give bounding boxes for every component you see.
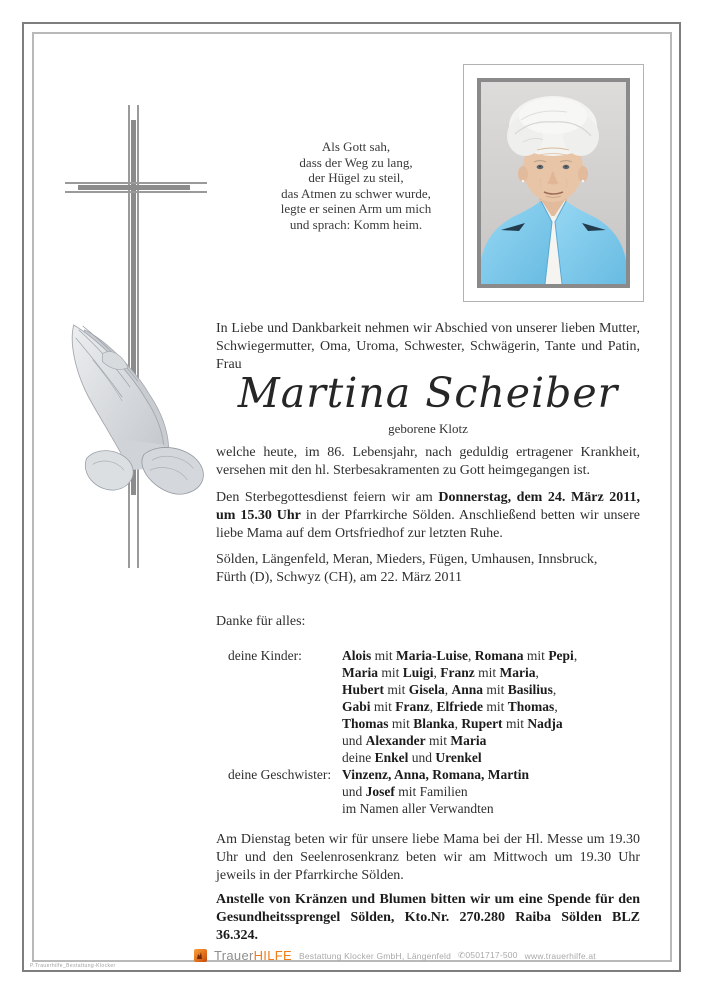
cross-horizontal-line (65, 182, 207, 184)
siblings-lines (342, 766, 640, 817)
poem-line: dass der Weg zu lang, (299, 154, 413, 170)
family-line: und Josef mit Familien (342, 784, 468, 799)
portrait-photo-frame (463, 64, 644, 302)
phone-icon: ✆ (458, 950, 466, 960)
trauerhilfe-logo-icon (194, 949, 207, 962)
family-line: Alois mit Maria-Luise, Romana mit Pepi, (342, 648, 578, 663)
family-line: und Alexander mit Maria (342, 733, 487, 748)
intro-text: In Liebe und Dankbarkeit nehmen wir Abschied von unserer lieben Mutter, Schwiegermutter, Oma, Uroma, Schwester, Schwägerin, Tante und Patin, Frau (216, 321, 640, 372)
family-line: im Namen aller Verwandten (342, 801, 494, 816)
poem-line: und sprach: Komm heim. (289, 216, 423, 232)
brand-suffix: HILFE (253, 948, 292, 963)
poem-line: Als Gott sah, (321, 139, 391, 154)
footer (194, 948, 596, 963)
children-lines (342, 647, 640, 766)
thanks-text: Danke für alles: (216, 614, 306, 629)
deceased-name: Martina Scheiber (237, 369, 619, 417)
poem-line: legte er seinen Arm um mich (280, 201, 432, 216)
cross-horizontal-bar (78, 185, 190, 190)
poem-line: der Hügel zu steil, (308, 170, 404, 185)
places-line: Sölden, Längenfeld, Meran, Mieders, Fügen, Umhausen, Innsbruck, (216, 552, 598, 567)
poem-line: das Atmen zu schwer wurde, (281, 185, 431, 201)
portrait-photo (477, 78, 630, 288)
family-line: Vinzenz, Anna, Romana, Martin (342, 767, 530, 782)
family-line: Thomas mit Blanka, Rupert mit Nadja (342, 716, 563, 731)
poem (236, 139, 476, 232)
places-date (216, 551, 640, 587)
maiden-name: geborene Klotz (388, 421, 468, 436)
places-line: Fürth (D), Schwyz (CH), am 22. März 2011 (216, 570, 462, 585)
family-line: Gabi mit Franz, Elfriede mit Thomas, (342, 699, 558, 714)
death-text: welche heute, im 86. Lebensjahr, nach geduldig ertragener Krankheit, versehen mit den hl. Sterbesakramenten zu Gott heimgegangen ist. (216, 445, 640, 478)
cross-horizontal-line (65, 191, 207, 193)
brand-name (214, 948, 292, 963)
family-list (228, 647, 640, 817)
family-line: deine Enkel und Urenkel (342, 750, 482, 765)
siblings-label: deine Geschwister: (228, 767, 332, 782)
praying-hands-image (58, 320, 218, 498)
family-line: Maria mit Luigi, Franz mit Maria, (342, 665, 539, 680)
company-name: Bestattung Klocker GmbH, Längenfeld (298, 950, 452, 961)
print-code: P.Trauerhilfe_Bestattung-Klocker (30, 963, 116, 969)
service-text: Den Sterbegottesdienst feiern wir am Donnerstag, dem 24. März 2011, um 15.30 Uhr in der Pfarrkirche Sölden. Anschließend betten wir unsere liebe Mama auf dem Ortsfriedhof zur letzten Ruhe. (216, 490, 640, 541)
children-label: deine Kinder: (228, 648, 302, 663)
phone-number: ✆0501717-500 (458, 950, 518, 960)
brand-prefix: Trauer (214, 948, 254, 963)
family-line: Hubert mit Gisela, Anna mit Basilius, (342, 682, 557, 697)
prayer-times-text: Am Dienstag beten wir für unsere liebe Mama bei der Hl. Messe um 19.30 Uhr und den Seelenrosenkranz beten wir am Mittwoch um 19.30 Uhr jeweils in der Pfarrkirche Sölden. (216, 832, 640, 883)
website-url: www.trauerhilfe.at (524, 950, 596, 961)
donation-text: Anstelle von Kränzen und Blumen bitten wir um eine Spende für den Gesundheitssprengel Sölden, Kto.Nr. 270.280 Raiba Sölden BLZ 36.324. (216, 892, 640, 943)
